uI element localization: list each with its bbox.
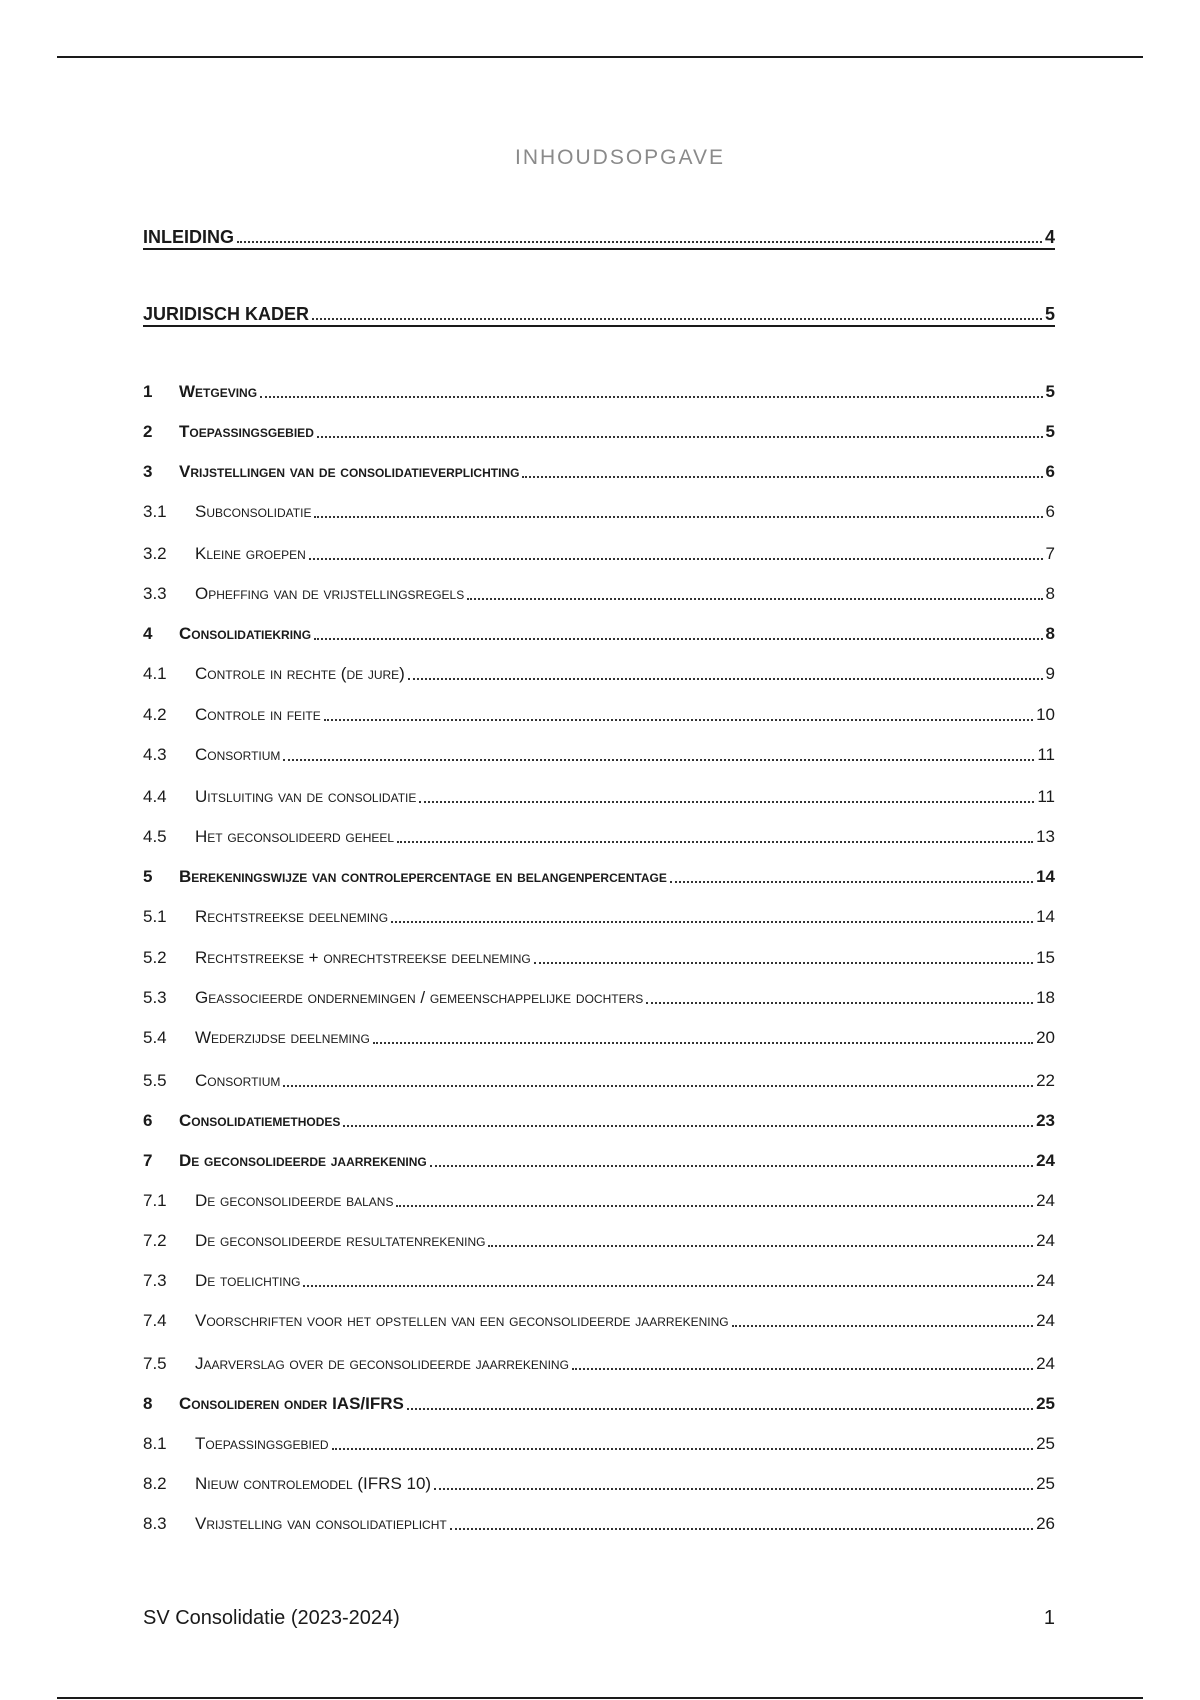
toc-page-number: 15	[1036, 948, 1055, 967]
toc-entry[interactable]	[143, 1349, 1055, 1375]
toc-entry-label: De toelichting	[195, 1271, 301, 1290]
toc-entry-number: 7.4	[143, 1311, 167, 1330]
footer-title: SV Consolidatie (2023-2024)	[143, 1607, 400, 1629]
toc-entry[interactable]	[143, 1469, 1055, 1495]
toc-entry-number: 4.2	[143, 705, 167, 724]
toc-entry-label: Rechtstreekse deelneming	[195, 907, 389, 926]
toc-entry[interactable]	[143, 1509, 1055, 1535]
dot-leader	[397, 841, 1033, 843]
toc-entry-number: 7.2	[143, 1231, 167, 1250]
dot-leader	[646, 1002, 1033, 1004]
toc-entry-label: Berekeningswijze van controlepercentage en belangenpercentage	[179, 867, 667, 886]
toc-entry-label: Consolidatiekring	[179, 624, 312, 643]
toc-entry-number: 5.3	[143, 988, 167, 1007]
dot-leader	[434, 1488, 1033, 1490]
toc-page-number: 23	[1036, 1111, 1055, 1130]
dot-leader	[391, 921, 1033, 923]
toc-page-number: 7	[1045, 544, 1055, 563]
toc-page-number: 6	[1045, 502, 1055, 521]
toc-entry-label: Wetgeving	[179, 382, 258, 401]
toc-entry-label: De geconsolideerde resultatenrekening	[195, 1231, 486, 1250]
dot-leader	[343, 1125, 1033, 1127]
toc-entry-label: Geassocieerde ondernemingen / gemeenschappelijke dochters	[195, 988, 644, 1007]
toc-entry-number: 8.2	[143, 1474, 167, 1493]
page-footer	[143, 1607, 1055, 1630]
dot-leader	[314, 638, 1042, 640]
dot-leader	[430, 1165, 1033, 1167]
toc-entry-number: 4.5	[143, 827, 167, 846]
toc-page-number: 24	[1036, 1311, 1055, 1330]
toc-entry-label: Nieuw controlemodel (IFRS 10)	[195, 1474, 432, 1493]
toc-page-number: 25	[1036, 1474, 1055, 1493]
toc-entry[interactable]	[143, 457, 1055, 483]
toc-page-number: 8	[1045, 584, 1055, 603]
toc-entry[interactable]	[143, 902, 1055, 928]
toc-entry-number: 3.2	[143, 544, 167, 563]
dot-leader	[312, 318, 1042, 320]
toc-entry-number: 4.4	[143, 787, 167, 806]
toc-entry[interactable]	[143, 1266, 1055, 1292]
toc-entry[interactable]	[143, 700, 1055, 726]
toc-entry-number: 5.4	[143, 1028, 167, 1047]
dot-leader	[419, 801, 1034, 803]
toc-page-number: 25	[1036, 1394, 1055, 1413]
dot-leader	[317, 436, 1043, 438]
toc-page-number: 4	[1044, 227, 1055, 247]
dot-leader	[303, 1285, 1033, 1287]
toc-page-number: 24	[1036, 1354, 1055, 1373]
toc-page-number: 8	[1045, 624, 1055, 643]
toc-entry-number: 2	[143, 422, 153, 441]
toc-entry-label: De geconsolideerde balans	[195, 1191, 394, 1210]
toc-entry-number: 4	[143, 624, 153, 643]
header-rule	[57, 56, 1143, 58]
dot-leader	[407, 1408, 1033, 1410]
toc-page-number: 11	[1037, 787, 1055, 806]
dot-leader	[332, 1448, 1034, 1450]
toc-page-number: 5	[1045, 422, 1055, 441]
toc-page-number: 14	[1036, 907, 1055, 926]
dot-leader	[324, 719, 1033, 721]
dot-leader	[283, 759, 1034, 761]
toc-entry-number: 7	[143, 1151, 153, 1170]
toc-entry-label: De geconsolideerde jaarrekening	[179, 1151, 427, 1170]
toc-entry-number: 7.5	[143, 1354, 167, 1373]
dot-leader	[670, 881, 1033, 883]
toc-entry-label: Controle in feite	[195, 705, 321, 724]
toc-page-number: 14	[1036, 867, 1055, 886]
toc-page-number: 5	[1044, 304, 1055, 324]
dot-leader	[467, 598, 1042, 600]
toc-entry-label: Rechtstreekse + onrechtstreekse deelneming	[195, 948, 531, 967]
toc-entry[interactable]	[143, 782, 1055, 808]
dot-leader	[450, 1528, 1033, 1530]
toc-entry-label: Kleine groepen	[195, 544, 306, 563]
toc-entry[interactable]	[143, 1306, 1055, 1332]
toc-entry-number: 4.1	[143, 664, 167, 683]
toc-entry-label: Consolideren onder IAS/IFRS	[179, 1394, 404, 1413]
toc-page-number: 5	[1045, 382, 1055, 401]
toc-entry[interactable]	[143, 417, 1055, 443]
toc-entry-label: Subconsolidatie	[195, 502, 312, 521]
toc-page-number: 24	[1036, 1271, 1055, 1290]
toc-entry-label: Controle in rechte (de jure)	[195, 664, 405, 683]
toc-entry[interactable]	[143, 943, 1055, 969]
toc-entry-number: 3	[143, 462, 153, 481]
toc-entry-label: Consortium	[195, 1071, 281, 1090]
footer-rule	[57, 1697, 1143, 1699]
toc-page-number: 25	[1036, 1434, 1055, 1453]
toc-page-number: 24	[1036, 1231, 1055, 1250]
toc-page-number: 22	[1036, 1071, 1055, 1090]
toc-entry-label: Opheffing van de vrijstellingsregels	[195, 584, 465, 603]
toc-entry-number: 8	[143, 1394, 153, 1413]
toc-entry-number: 5	[143, 867, 153, 886]
toc-entry[interactable]	[143, 1429, 1055, 1455]
footer-page-number: 1	[1043, 1607, 1055, 1629]
toc-entry-label: Vrijstelling van consolidatieplicht	[195, 1514, 447, 1533]
toc-page-number: 9	[1045, 664, 1055, 683]
toc-entry-number: 5.2	[143, 948, 167, 967]
toc-entry-label: Consortium	[195, 745, 281, 764]
toc-entry[interactable]	[143, 740, 1055, 766]
toc-page-number: 11	[1037, 745, 1055, 764]
toc-entry-number: 3.3	[143, 584, 167, 603]
toc-entry-label: Voorschriften voor het opstellen van een geconsolideerde jaarrekening	[195, 1311, 729, 1330]
toc-heading-label: JURIDISCH KADER	[143, 304, 310, 324]
dot-leader	[260, 396, 1042, 398]
toc-entry-label: Toepassingsgebied	[195, 1434, 329, 1453]
toc-entry[interactable]	[143, 1146, 1055, 1172]
toc-heading-label: INLEIDING	[143, 227, 235, 247]
toc-entry[interactable]	[143, 659, 1055, 685]
toc-entry-number: 8.1	[143, 1434, 167, 1453]
toc-page-number: 20	[1036, 1028, 1055, 1047]
toc-page-number: 24	[1036, 1191, 1055, 1210]
dot-leader	[572, 1368, 1033, 1370]
toc-heading-juridisch-kader[interactable]	[143, 299, 1055, 327]
toc-page-number: 13	[1036, 827, 1055, 846]
toc-page-number: 6	[1045, 462, 1055, 481]
toc-page-number: 10	[1036, 705, 1055, 724]
toc-page-number: 18	[1036, 988, 1055, 1007]
toc-entry-number: 8.3	[143, 1514, 167, 1533]
toc-page-number: 26	[1036, 1514, 1055, 1533]
toc-entry-label: Consolidatiemethodes	[179, 1111, 341, 1130]
toc-entry[interactable]	[143, 619, 1055, 645]
toc-entry[interactable]	[143, 497, 1055, 523]
toc-entry-number: 3.1	[143, 502, 167, 521]
toc-entry-number: 5.1	[143, 907, 167, 926]
toc-entry-label: Toepassingsgebied	[179, 422, 314, 441]
toc-entry-number: 1	[143, 382, 153, 401]
toc-entry-number: 7.1	[143, 1191, 167, 1210]
toc-entry-label: Uitsluiting van de consolidatie	[195, 787, 417, 806]
toc-entry[interactable]	[143, 1226, 1055, 1252]
toc-entry[interactable]	[143, 983, 1055, 1009]
toc-entry[interactable]	[143, 1023, 1055, 1049]
dot-leader	[373, 1042, 1033, 1044]
toc-entry[interactable]	[143, 1186, 1055, 1212]
dot-leader	[732, 1325, 1033, 1327]
toc-entry[interactable]	[143, 539, 1055, 565]
toc-title: INHOUDSOPGAVE	[515, 146, 725, 169]
dot-leader	[314, 516, 1042, 518]
dot-leader	[488, 1245, 1033, 1247]
toc-entry-number: 5.5	[143, 1071, 167, 1090]
toc-entry-label: Vrijstellingen van de consolidatieverplichting	[179, 462, 520, 481]
toc-entry-label: Wederzijdse deelneming	[195, 1028, 370, 1047]
toc-entry[interactable]	[143, 1066, 1055, 1092]
toc-entry[interactable]	[143, 862, 1055, 888]
toc-entry[interactable]	[143, 822, 1055, 848]
toc-entry[interactable]	[143, 1389, 1055, 1415]
dot-leader	[408, 678, 1043, 680]
toc-entry-number: 7.3	[143, 1271, 167, 1290]
toc-entry[interactable]	[143, 1106, 1055, 1132]
toc-entry[interactable]	[143, 377, 1055, 403]
dot-leader	[396, 1205, 1033, 1207]
toc-entry[interactable]	[143, 579, 1055, 605]
toc-entry-number: 6	[143, 1111, 153, 1130]
dot-leader	[309, 558, 1043, 560]
dot-leader	[283, 1085, 1033, 1087]
toc-entry-number: 4.3	[143, 745, 167, 764]
dot-leader	[522, 476, 1042, 478]
toc-page-number: 24	[1036, 1151, 1055, 1170]
dot-leader	[237, 241, 1042, 243]
dot-leader	[534, 962, 1033, 964]
toc-heading-inleiding[interactable]	[143, 222, 1055, 250]
toc-entry-label: Jaarverslag over de geconsolideerde jaarrekening	[195, 1354, 569, 1373]
toc-entry-label: Het geconsolideerd geheel	[195, 827, 395, 846]
